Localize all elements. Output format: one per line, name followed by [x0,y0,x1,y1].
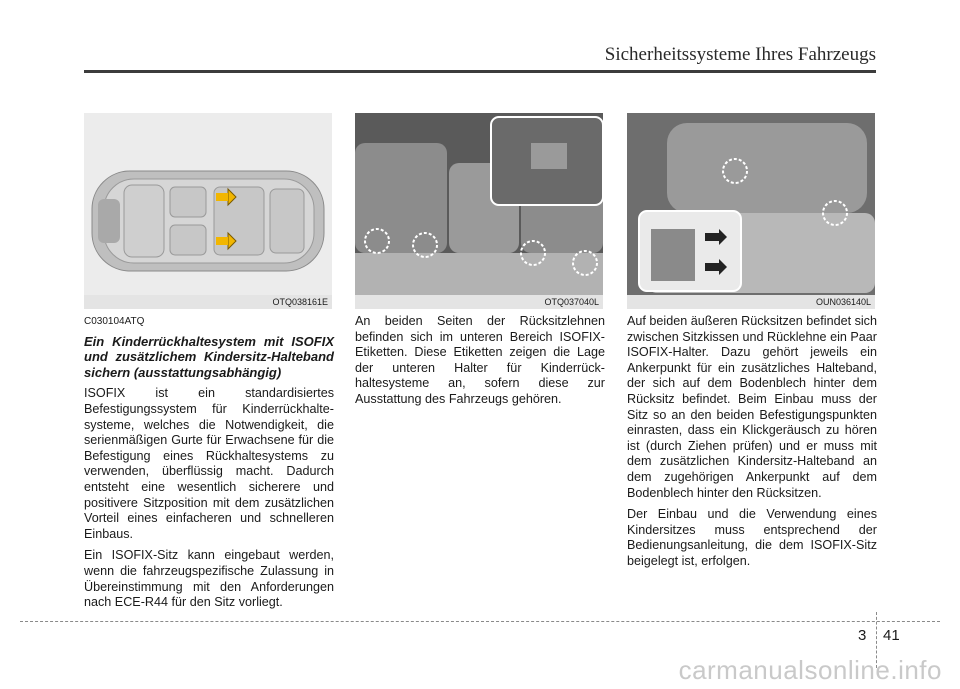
text-column-3 [627,314,877,576]
section-code: C030104ATQ [84,316,145,327]
page-number: 41 [883,627,900,644]
rear-seat-illustration [355,113,603,309]
footer-rule [20,621,940,622]
figure-isofix-anchor [627,113,875,309]
paragraph: Ein ISOFIX-Sitz kann eingebaut werden, wenn die fahrzeugspezifische Zulassung in Übereinstimmung mit den Anforderungen nach ECE-R44 für den Sitz vorliegt. [84,548,334,610]
figure-car-topview [84,113,332,309]
paragraph: Auf beiden äußeren Rücksitzen befindet sich zwischen Sitzkissen und Rücklehne ein Paar ISOFIX-Halter. Dazu gehört jeweils ein Ankerpunkt für ein zusätzliches Halteband, der sich auf dem Bodenblech hinter dem Rücksitz befindet. Beim Einbau muss der Sitz so an den beiden Befestigungspunkten einrasten, dass ein Klickgeräusch zu hören ist (durch Ziehen prüfen) und er muss mit dem zusätzlichen Kindersitz-Halteband an dem zugehörigen Ankerpunkt auf dem Bodenblech hinter den Rücksitzen. [627,314,877,500]
chapter-number: 3 [858,627,867,644]
section-heading: Ein Kinderrückhaltesystem mit ISOFIX und zusätzlichem Kindersitz-Halteband sichern (ausstattungsabhängig) [84,333,334,380]
header-rule [84,70,876,73]
paragraph: ISOFIX ist ein standardisiertes Befestigungssystem für Kinderrückhalte-systeme, welches die Notwendigkeit, die serienmäßigen Gurte für Erwachsene für die Befestigung eines Rückhaltesystems zu verwenden, überflüssig macht. Dadurch entsteht eine wesentlich sicherere und positivere Sitzposition mit dem zusätzlichen Vorteil eines einfacheren und schnelleren Einbaus. [84,386,334,541]
page-header-title: Sicherheitssysteme Ihres Fahrzeugs [604,44,876,65]
paragraph: Der Einbau und die Verwendung eines Kindersitzes muss entsprechend der Bedienungsanleitung, die dem ISOFIX-Sitz beigelegt ist, erfolgen. [627,507,877,568]
watermark: carmanualsonline.info [678,655,942,685]
text-column-2 [355,314,605,414]
car-topview-illustration [84,113,332,309]
figure-code: OTQ037040L [544,297,599,307]
figure-code: OUN036140L [815,297,871,307]
figure-code: OTQ038161E [272,297,328,307]
isofix-anchor-illustration [627,113,875,309]
paragraph: An beiden Seiten der Rücksitzlehnen befinden sich im unteren Bereich ISOFIX-Etiketten. Diese Etiketten zeigen die Lage der unteren Halter für Kinderrück-haltesysteme an, sofern diese zur Ausstattung des Fahrzeugs gehören. [355,314,605,406]
figure-rear-seat-labels [355,113,603,309]
text-column-1 [84,314,334,617]
